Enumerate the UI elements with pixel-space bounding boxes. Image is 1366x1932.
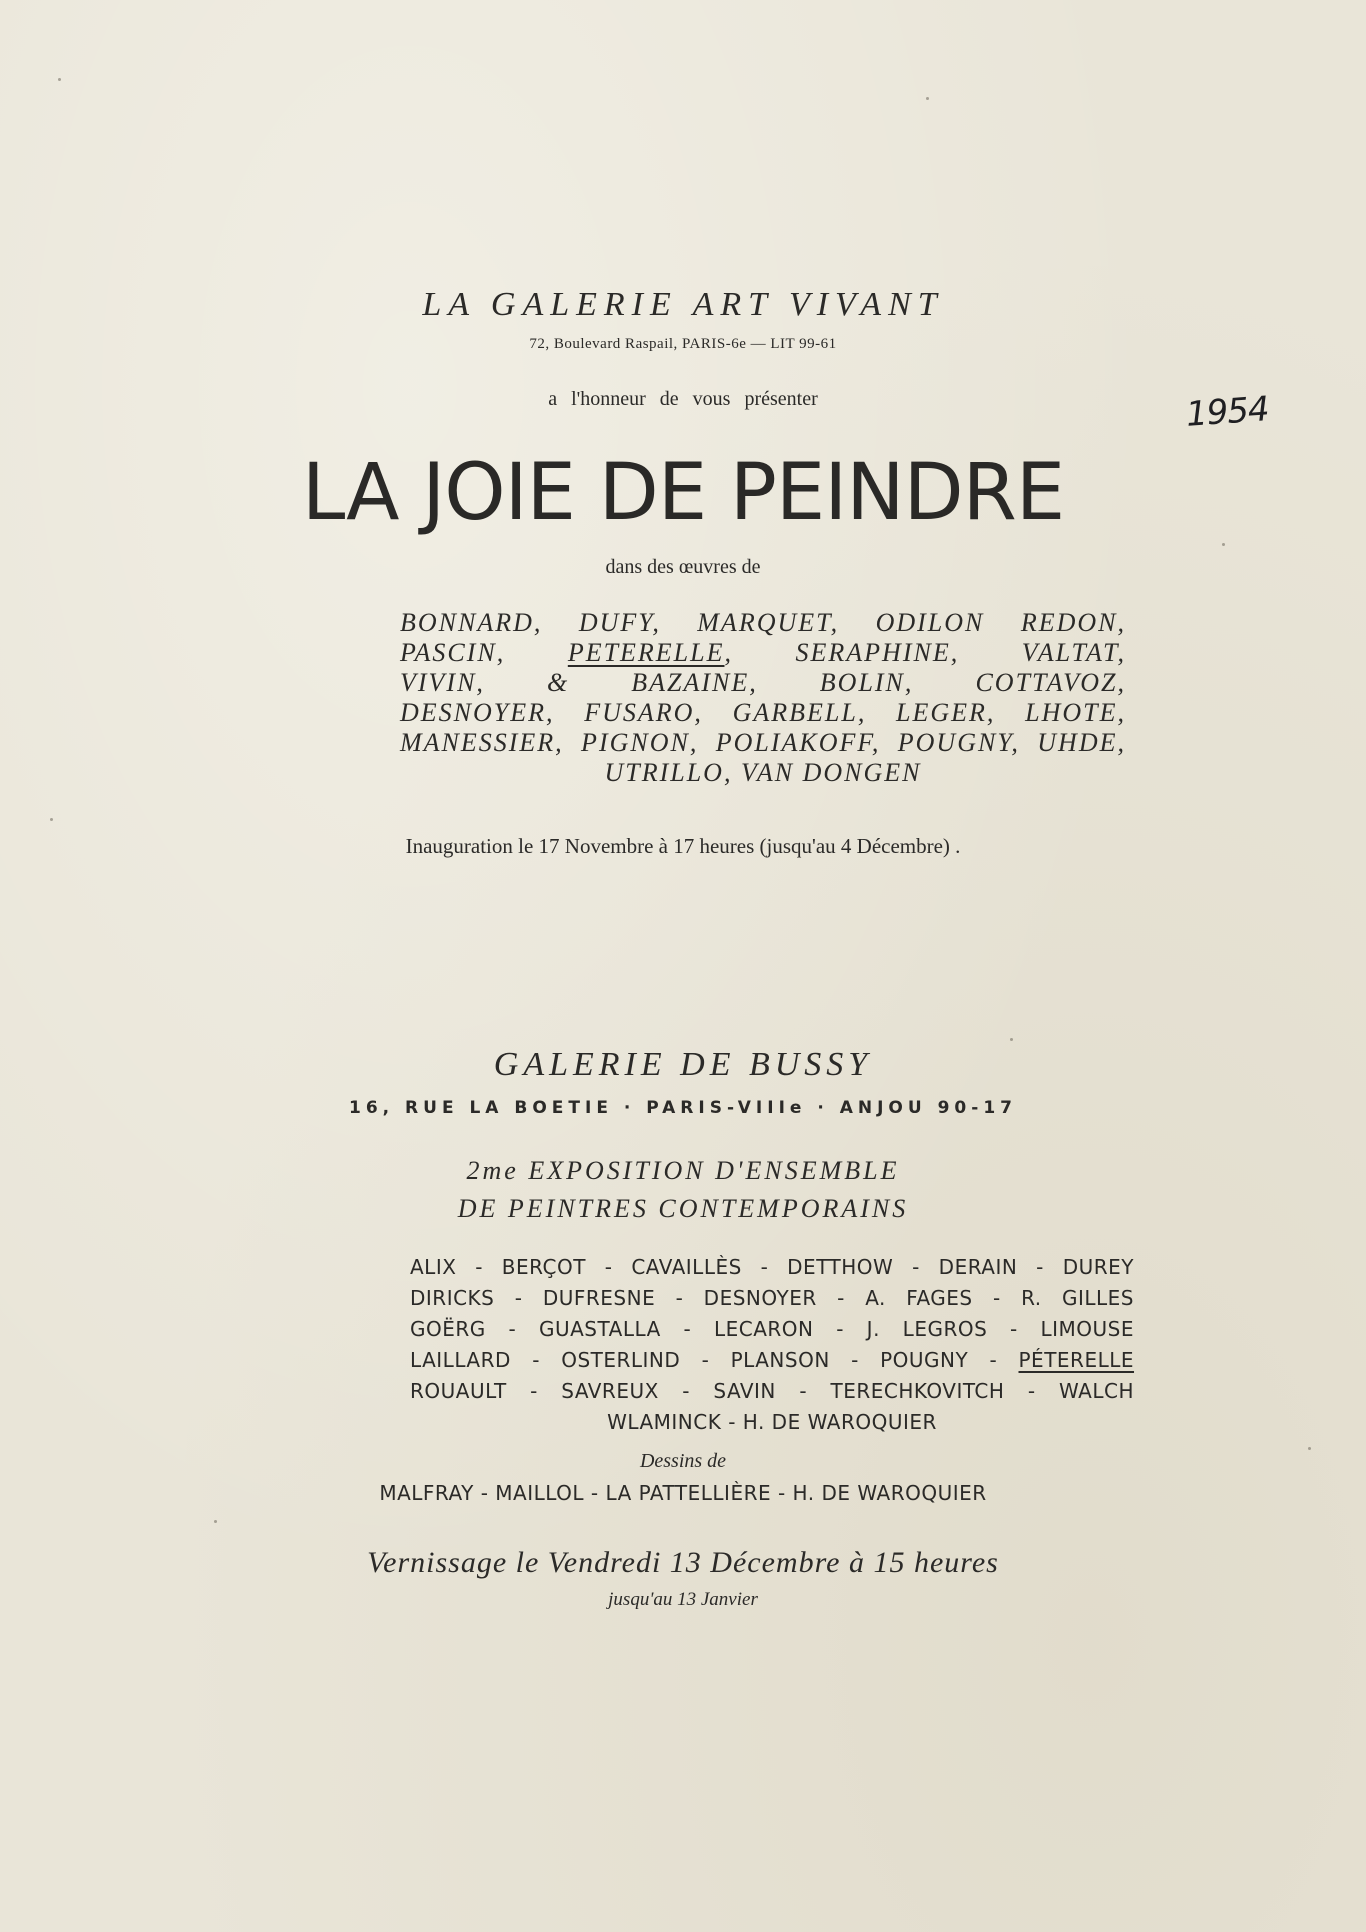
inauguration-date: Inauguration le 17 Novembre à 17 heures (jusqu'au 4 Décembre) . [405,834,961,858]
artist-line: GOËRG - GUASTALLA - LECARON - J. LEGROS - LIMOUSE [410,1317,1134,1341]
drawings-label: Dessins de [639,1450,727,1472]
paper-speck [1222,543,1225,546]
artist-line: DESNOYER, FUSARO, GARBELL, LEGER, LHOTE, [400,698,1126,727]
exhibition-title: LA JOIE DE PEINDRE [301,448,1065,538]
artist-list-bussy [410,1252,1134,1438]
artist-line [410,1345,1134,1376]
artist-text: PASCIN, [400,638,506,667]
artist-line: BONNARD, DUFY, MARQUET, ODILON REDON, [400,608,1126,637]
artist-list-art-vivant [400,608,1126,788]
artist-line: DIRICKS - DUFRESNE - DESNOYER - A. FAGES - R. GILLES [410,1286,1134,1310]
artist-text: LAILLARD - OSTERLIND - PLANSON - POUGNY - [410,1348,998,1372]
artist-line: WLAMINCK - H. DE WAROQUIER [607,1410,937,1434]
gallery-art-vivant-name: LA GALERIE ART VIVANT [422,286,944,323]
underlined-artist-peterelle: PETERELLE [567,638,725,667]
artist-line: UTRILLO, VAN DONGEN [604,758,922,787]
gallery-bussy-address: 16, RUE LA BOETIE · PARIS-VIIIe · ANJOU 90-17 [349,1098,1017,1118]
artist-line: VIVIN, & BAZAINE, BOLIN, COTTAVOZ, [400,668,1126,697]
drawings-artist-list: MALFRAY - MAILLOL - LA PATTELLIÈRE - H. DE WAROQUIER [379,1481,987,1505]
handwritten-year: 1954 [1184,389,1270,435]
paper-speck [50,818,53,821]
presentation-intro: a l'honneur de vous présenter [548,388,818,410]
exposition-title-line2: DE PEINTRES CONTEMPORAINS [457,1194,909,1223]
exhibition-end-date: jusqu'au 13 Janvier [608,1589,758,1610]
exposition-title-line1: 2me EXPOSITION D'ENSEMBLE [466,1156,900,1185]
artist-line [400,638,1126,668]
paper-speck [1308,1447,1311,1450]
paper-speck [58,78,61,81]
underlined-artist-peterelle: PÉTERELLE [1018,1348,1135,1372]
artist-line: ROUAULT - SAVREUX - SAVIN - TERECHKOVITCH - WALCH [410,1379,1134,1403]
vernissage-date: Vernissage le Vendredi 13 Décembre à 15 heures [367,1546,999,1579]
gallery-bussy-name: GALERIE DE BUSSY [493,1046,873,1083]
paper-speck [926,97,929,100]
artist-line: MANESSIER, PIGNON, POLIAKOFF, POUGNY, UHDE, [400,728,1126,757]
paper-speck [214,1520,217,1523]
artist-text: , SERAPHINE, VALTAT, [724,638,1127,667]
paper-speck [1010,1038,1013,1041]
artist-line: ALIX - BERÇOT - CAVAILLÈS - DETTHOW - DERAIN - DUREY [410,1255,1134,1279]
exhibition-subtitle: dans des œuvres de [605,556,761,578]
gallery-art-vivant-address: 72, Boulevard Raspail, PARIS-6e — LIT 99-61 [529,336,837,352]
